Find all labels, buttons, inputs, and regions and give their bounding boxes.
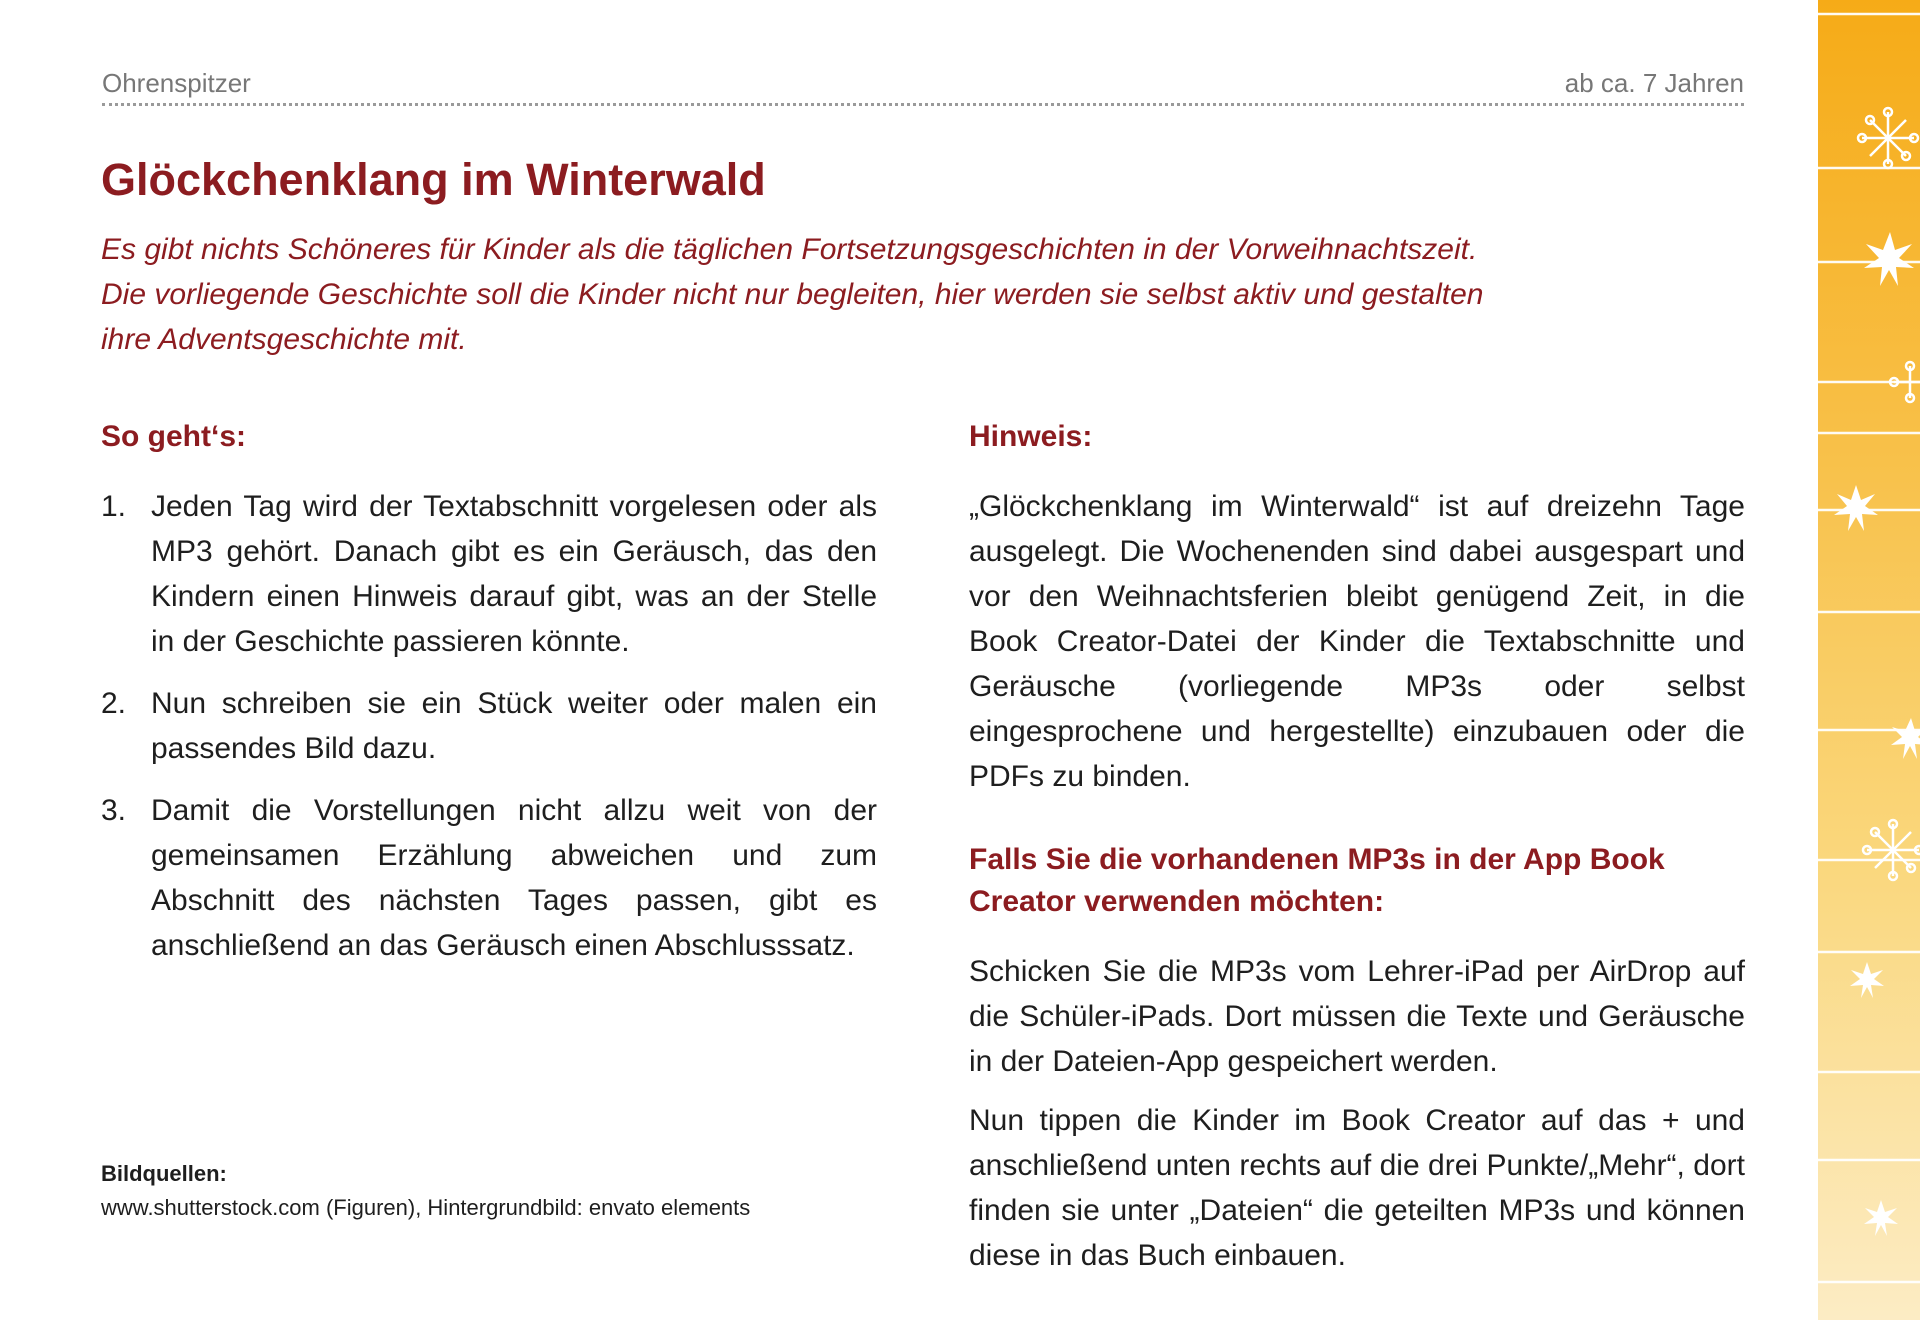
howto-column: [101, 416, 877, 985]
step-text: Damit die Vorstellungen nicht allzu weit von der gemeinsamen Erzählung abweichen und zum Abschnitt des nächsten Tages passen, gibt es anschließend an das Geräusch einen Abschlusssatz.: [151, 794, 877, 962]
snowflake-pattern-icon: [1818, 0, 1920, 1320]
app-paragraph-2: Nun tippen die Kinder im Book Creator auf das + und anschließend unten rechts auf die drei Punkte/„Mehr“, dort finden sie unter „Dateien“ die geteilten MP3s und können diese in das Buch einbauen.: [969, 1104, 1745, 1272]
howto-heading: So geht‘s:: [101, 420, 247, 453]
decorative-side-band: [1818, 0, 1920, 1320]
image-credits: [101, 1157, 750, 1225]
step-number: 1.: [101, 490, 127, 523]
app-paragraph-1: Schicken Sie die MP3s vom Lehrer-iPad per AirDrop auf die Schüler-iPads. Dort müssen die Texte und Geräusche in der Dateien-App gespeichert werden.: [969, 955, 1745, 1078]
step-text: Jeden Tag wird der Textabschnitt vorgelesen oder als MP3 gehört. Danach gibt es ein Geräusch, das den Kindern einen Hinweis darauf gibt, was an der Stelle in der Geschichte passieren könnte.: [151, 490, 877, 658]
note-heading: Hinweis:: [969, 420, 1093, 453]
note-text: „Glöckchenklang im Winterwald“ ist auf dreizehn Tage ausgelegt. Die Wochenenden sind dabei ausgespart und vor den Weihnachtsferien bleibt genügend Zeit, in die Book Creator-Datei der Kinder die Textabschnitte und Geräusche (vorliegende MP3s oder selbst eingesprochene und hergestellte) einzubauen oder die PDFs zu binden.: [969, 490, 1745, 793]
steps-list: [101, 484, 877, 968]
credits-heading: Bildquellen:: [101, 1161, 227, 1186]
note-column: [969, 416, 1745, 1278]
step-item: [101, 681, 877, 771]
step-number: 3.: [101, 794, 127, 827]
step-item: [101, 484, 877, 664]
step-number: 2.: [101, 687, 127, 720]
step-item: [101, 788, 877, 968]
app-heading: Falls Sie die vorhandenen MP3s in der App Book Creator verwenden möchten:: [969, 843, 1665, 918]
header-dotted-rule: [102, 103, 1744, 106]
age-label: ab ca. 7 Jahren: [1564, 68, 1744, 98]
series-label: Ohrenspitzer: [102, 68, 251, 98]
step-text: Nun schreiben sie ein Stück weiter oder malen ein passendes Bild dazu.: [151, 687, 877, 765]
page-title: Glöckchenklang im Winterwald: [101, 154, 766, 205]
intro-text: Es gibt nichts Schöneres für Kinder als die täglichen Fortsetzungsgeschichten in der Vorweihnachtszeit. Die vorliegende Geschichte soll die Kinder nicht nur begleiten, hier werden sie selbst aktiv und gestalten ihre Adventsgeschichte mit.: [101, 233, 1484, 356]
credits-text: www.shutterstock.com (Figuren), Hintergrundbild: envato elements: [101, 1195, 751, 1220]
